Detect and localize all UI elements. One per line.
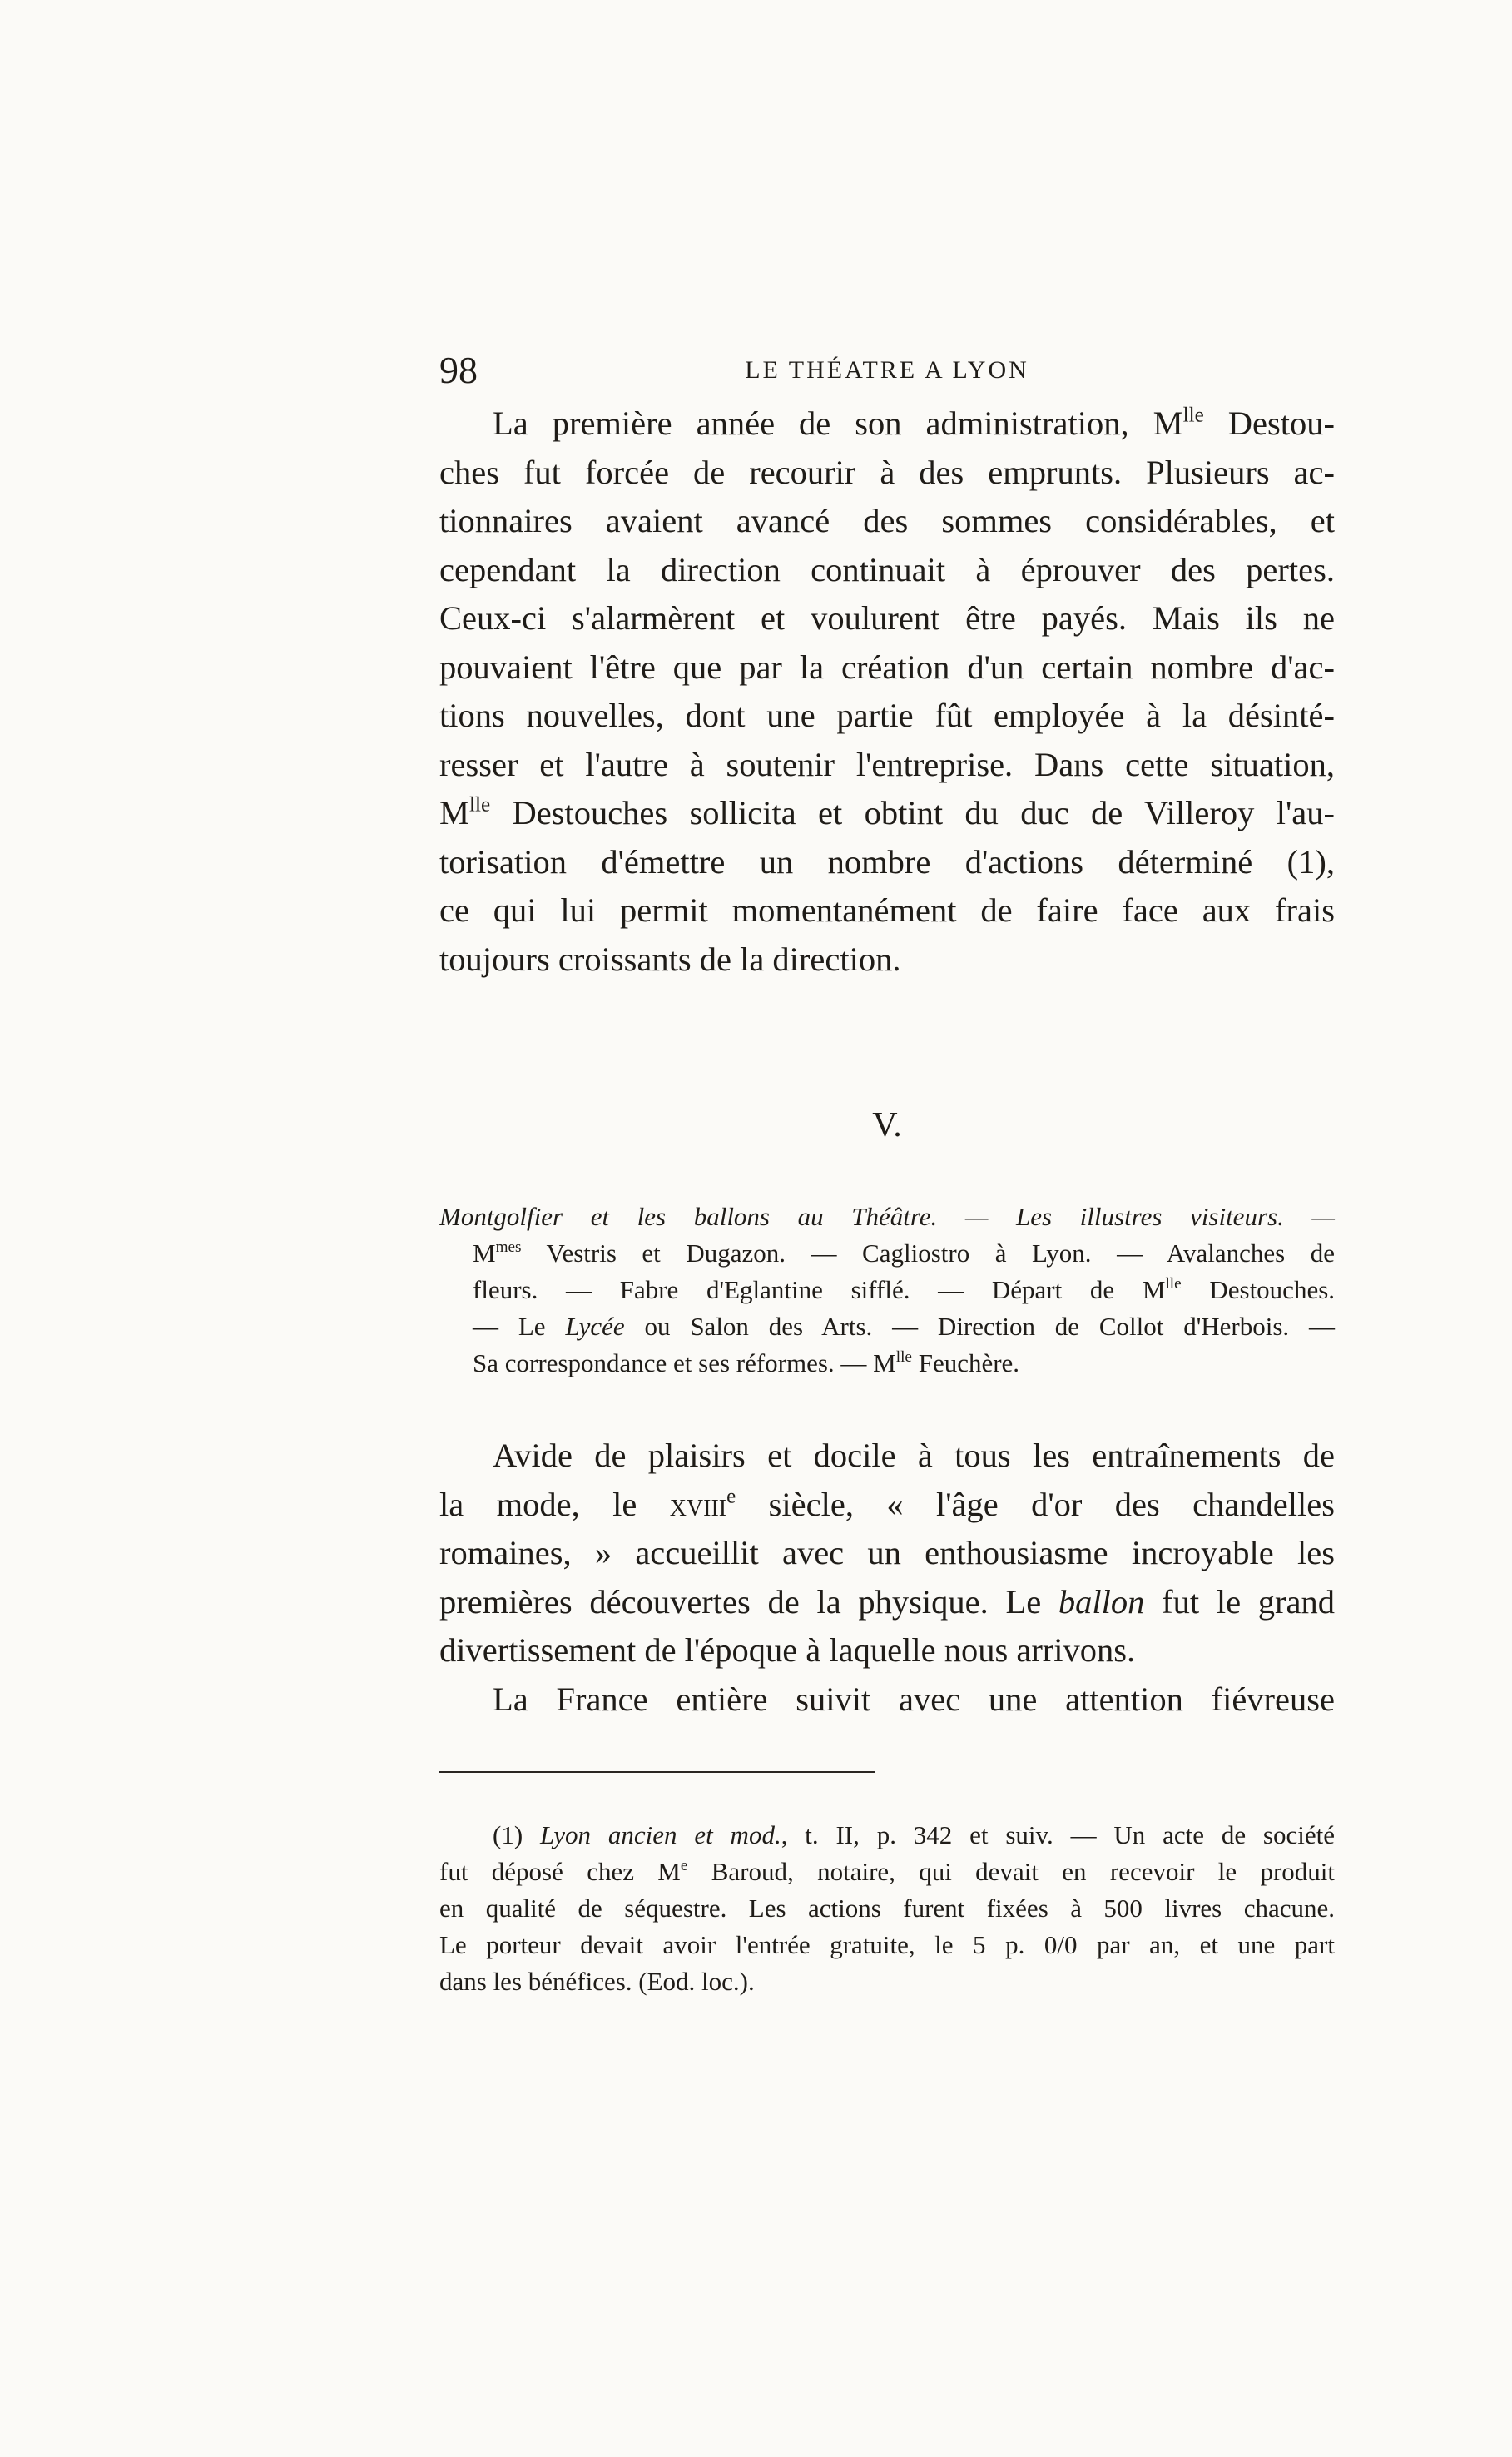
- text-line: ce qui lui permit momentanément de faire face aux frais: [439, 891, 1335, 929]
- text-line: divertissement de l'époque à laquelle nous arrivons.: [439, 1631, 1136, 1669]
- chapter-summary: [439, 1199, 1335, 1382]
- running-head: [439, 348, 1335, 398]
- text-line: toujours croissants de la direction.: [439, 940, 901, 978]
- footnote-line: dans les bénéfices. (Eod. loc.).: [439, 1967, 755, 1996]
- text-line: La première année de son administration, $M^{lle}$ Destou-: [493, 404, 1335, 442]
- paragraph-france: [439, 1675, 1335, 1725]
- paragraph-avide: [439, 1432, 1335, 1675]
- page-number: 98: [439, 349, 478, 391]
- section-heading: V.: [872, 1106, 902, 1144]
- text-line: ches fut forcée de recourir à des emprunts. Plusieurs ac-: [439, 453, 1335, 491]
- footnote-line: en qualité de séquestre. Les actions furent fixées à 500 livres chacune.: [439, 1894, 1335, 1923]
- text-line: Avide de plaisirs et docile à tous les entraînements de: [493, 1437, 1335, 1474]
- summary-line: Sa correspondance et ses réformes. — $M^{lle}$ Feuchère.: [473, 1348, 1020, 1377]
- summary-line: $M^{mes}$ Vestris et Dugazon. — Cagliostro à Lyon. — Avalanches de: [473, 1238, 1335, 1268]
- text-line: pouvaient l'être que par la création d'un certain nombre d'ac-: [439, 648, 1335, 686]
- footnote: [439, 1817, 1335, 2000]
- text-line: tions nouvelles, dont une partie fût employée à la désinté-: [439, 697, 1335, 734]
- text-line: resser et l'autre à soutenir l'entreprise. Dans cette situation,: [439, 745, 1335, 783]
- text-line: romaines, » accueillit avec un enthousiasme incroyable les: [439, 1534, 1335, 1571]
- text-line: $M^{lle}$ Destouches sollicita et obtint du duc de Villeroy l'au-: [439, 793, 1335, 831]
- text-line: La France entière suivit avec une attention fiévreuse: [493, 1680, 1335, 1718]
- text-line: tionnaires avaient avancé des sommes considérables, et: [439, 502, 1335, 539]
- text-line: torisation d'émettre un nombre d'actions déterminé (1),: [439, 842, 1335, 881]
- footnote-line: fut déposé chez Me Baroud, notaire, qui devait en recevoir le produit: [439, 1857, 1335, 1886]
- text-line: la mode, le xviii$^e$ siècle, « l'âge d'or des chandelles: [439, 1484, 1336, 1523]
- running-title: LE THÉATRE A LYON: [745, 356, 1029, 384]
- footnote-rule: [439, 1771, 875, 1773]
- summary-line: — Le Lycée ou Salon des Arts. — Direction de Collot d'Herbois. —: [473, 1312, 1335, 1341]
- summary-line: Montgolfier et les ballons au Théâtre. — Les illustres visiteurs. —: [439, 1202, 1335, 1231]
- summary-line: fleurs. — Fabre d'Eglantine sifflé. — Départ de $M^{lle}$ Destouches.: [473, 1275, 1336, 1304]
- paragraph-administration: [439, 400, 1335, 984]
- footnote-line: Le porteur devait avoir l'entrée gratuite, le 5 p. 0/0 par an, et une part: [439, 1930, 1335, 1959]
- text-line: Ceux-ci s'alarmèrent et voulurent être payés. Mais ils ne: [439, 599, 1335, 637]
- text-line: premières découvertes de la physique. Le ballon fut le grand: [439, 1582, 1335, 1621]
- text-line: cependant la direction continuait à éprouver des pertes.: [439, 550, 1335, 588]
- footnote-line: (1) Lyon ancien et mod., t. II, p. 342 et suiv. — Un acte de société: [493, 1820, 1335, 1849]
